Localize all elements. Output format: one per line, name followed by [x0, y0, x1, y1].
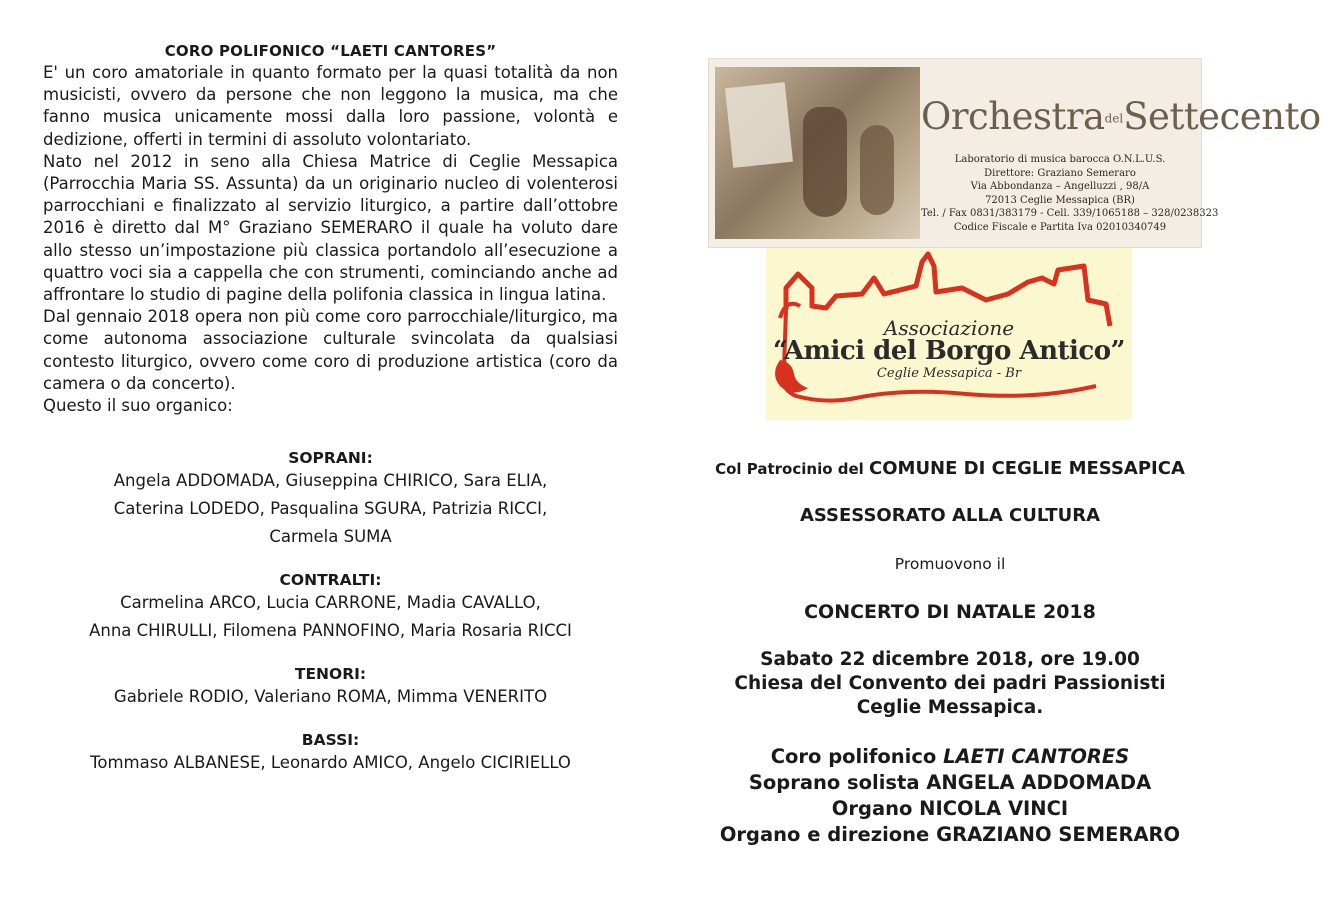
member-list	[43, 749, 618, 777]
section-heading: TENORI:	[294, 665, 367, 684]
performer-soprano: Soprano solista ANGELA ADDOMADA	[748, 771, 1152, 794]
orchestra-name	[921, 95, 1321, 138]
amici-line-name: “Amici del Borgo Antico”	[772, 336, 1126, 366]
performers	[655, 744, 1245, 848]
choir-description	[43, 62, 618, 417]
orchestra-info-line: Direttore: Graziano Semeraro	[984, 167, 1136, 179]
performer-organ: Organo NICOLA VINCI	[831, 797, 1069, 820]
section-heading: SOPRANI:	[288, 449, 373, 468]
instruments-image	[715, 67, 920, 239]
section-contralti	[43, 571, 618, 645]
orchestra-info-line: Laboratorio di musica barocca O.N.L.U.S.	[954, 154, 1166, 165]
member-line: Anna CHIRULLI, Filomena PANNOFINO, Maria Rosaria RICCI	[89, 621, 572, 641]
right-column	[655, 0, 1321, 904]
member-line: Caterina LODEDO, Pasqualina SGURA, Patrizia RICCI,	[113, 499, 548, 519]
amici-line-location: Ceglie Messapica - Br	[876, 366, 1022, 381]
assessorato-line: ASSESSORATO ALLA CULTURA	[799, 505, 1101, 526]
member-line: Carmelina ARCO, Lucia CARRONE, Madia CAVALLO,	[120, 593, 541, 613]
choir-name: LAETI CANTORES	[943, 745, 1130, 768]
section-soprani	[43, 449, 618, 551]
description-paragraph: E' un coro amatoriale in quanto formato per la quasi totalità da non musicisti, ovvero da persone che non leggono la musica, ma che fanno musica unicamente mossi dalla loro passione, volontà e dedizione, offerti in termini di assoluto volontariato.	[43, 63, 618, 149]
event-date: Sabato 22 dicembre 2018, ore 19.00	[760, 649, 1140, 670]
member-list	[43, 467, 618, 551]
section-bassi	[43, 731, 618, 777]
patronage-comune: COMUNE DI CEGLIE MESSAPICA	[869, 458, 1185, 479]
orchestra-logo	[708, 58, 1321, 248]
orchestra-info-line: 72013 Ceglie Messapica (BR)	[985, 194, 1135, 206]
description-paragraph: Dal gennaio 2018 opera non più come coro parrocchiale/liturgico, ma come autonoma associazione culturale svincolata da qualsiasi contesto liturgico, ovvero come coro di produzione artistica (coro da camera o da concerto).	[43, 307, 618, 393]
member-list	[43, 589, 618, 645]
concert-title: CONCERTO DI NATALE 2018	[804, 601, 1096, 623]
amici-line-associazione: Associazione	[883, 316, 1015, 340]
patronage-prefix: Col Patrocinio del	[715, 460, 870, 478]
event-details	[655, 648, 1245, 720]
orchestra-info	[921, 153, 1219, 234]
cello-shape	[803, 107, 847, 217]
member-line: Carmela SUMA	[269, 527, 392, 547]
sheet-music-shape	[725, 82, 793, 168]
member-line: Gabriele RODIO, Valeriano ROMA, Mimma VENERITO	[113, 687, 548, 707]
choir-prefix: Coro polifonico	[770, 745, 944, 768]
section-heading: CONTRALTI:	[279, 571, 382, 590]
performer-choir	[655, 744, 1245, 770]
description-paragraph: Questo il suo organico:	[43, 396, 233, 416]
event-venue: Chiesa del Convento dei padri Passionisti	[734, 673, 1166, 694]
orchestra-info-line: Tel. / Fax 0831/383179 - Cell. 339/1065188 – 328/0238323	[921, 208, 1219, 219]
orchestra-info-line: Via Abbondanza – Angelluzzi , 98/A	[970, 181, 1150, 192]
amici-borgo-antico-logo	[766, 248, 1132, 420]
performer-director: Organo e direzione GRAZIANO SEMERARO	[719, 823, 1181, 846]
section-heading: BASSI:	[301, 731, 360, 750]
member-list	[43, 683, 618, 711]
section-tenori	[43, 665, 618, 711]
event-city: Ceglie Messapica.	[856, 697, 1044, 718]
violin-shape	[860, 125, 894, 215]
choir-title: CORO POLIFONICO “LAETI CANTORES”	[164, 42, 497, 60]
orchestra-name-part2: Settecento	[1123, 95, 1321, 138]
member-line: Tommaso ALBANESE, Leonardo AMICO, Angelo CICIRIELLO	[90, 753, 571, 773]
promote-line: Promuovono il	[894, 555, 1006, 573]
patronage-line	[655, 458, 1245, 479]
orchestra-info-line: Codice Fiscale e Partita Iva 02010340749	[953, 221, 1167, 233]
orchestra-name-part1: Orchestra	[921, 95, 1105, 138]
member-line: Angela ADDOMADA, Giuseppina CHIRICO, Sara ELIA,	[113, 471, 548, 491]
orchestra-name-del: del	[1104, 111, 1124, 126]
description-paragraph: Nato nel 2012 in seno alla Chiesa Matrice di Ceglie Messapica (Parrocchia Maria SS. Assunta) da un originario nucleo di volenterosi parrocchiani e finalizzato al servizio liturgico, a partire dall’ottobre 2016 è diretto dal M° Graziano SEMERARO il quale ha voluto dare allo stesso un’impostazione più classica portandolo all’esecuzione a quattro voci sia a cappella che con strumenti, cominciando anche ad affrontare lo studio di pagine della polifonia classica in lingua latina.	[43, 151, 618, 305]
left-column	[43, 42, 618, 777]
